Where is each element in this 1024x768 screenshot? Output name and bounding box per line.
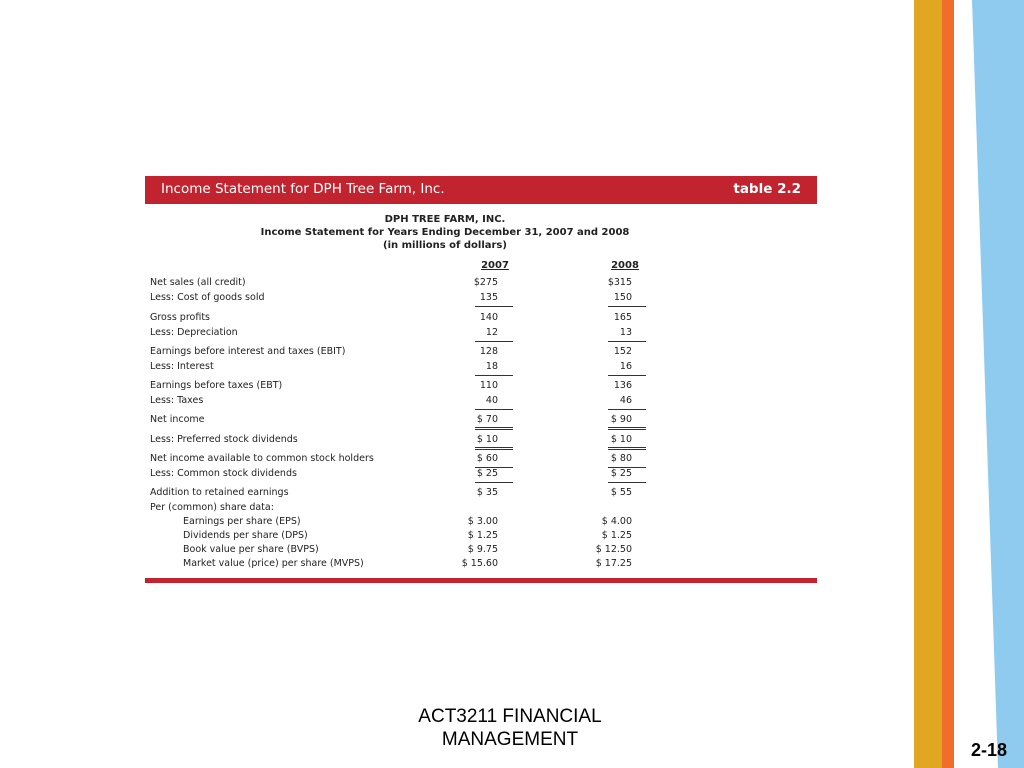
income-statement-table bbox=[145, 176, 817, 584]
row-label: Less: Common stock dividends bbox=[150, 468, 297, 479]
row-label: Less: Interest bbox=[150, 361, 214, 372]
total-underline bbox=[475, 375, 513, 376]
value-2008: 16 bbox=[619, 361, 632, 372]
course-title bbox=[410, 705, 610, 751]
row-label: Earnings before taxes (EBT) bbox=[150, 380, 283, 391]
table-row bbox=[145, 414, 817, 428]
value-2007: 140 bbox=[479, 312, 498, 323]
total-underline bbox=[475, 447, 513, 450]
table-row bbox=[145, 327, 817, 341]
row-label: Per (common) share data: bbox=[150, 502, 274, 513]
value-2008: $ 80 bbox=[610, 453, 632, 464]
table-row bbox=[145, 558, 817, 572]
value-2007: $ 9.75 bbox=[467, 544, 498, 555]
row-label: Gross profits bbox=[150, 312, 210, 323]
total-underline bbox=[608, 341, 646, 342]
row-label: Dividends per share (DPS) bbox=[183, 530, 308, 541]
row-label: Market value (price) per share (MVPS) bbox=[183, 558, 364, 569]
value-2008: $315 bbox=[607, 277, 632, 288]
value-2008: 136 bbox=[613, 380, 632, 391]
total-underline bbox=[475, 427, 513, 430]
value-2008: $ 25 bbox=[610, 468, 632, 479]
row-label: Addition to retained earnings bbox=[150, 487, 289, 498]
decorative-stripe-white bbox=[954, 0, 972, 768]
table-row bbox=[145, 487, 817, 501]
row-label: Book value per share (BVPS) bbox=[183, 544, 319, 555]
total-underline bbox=[475, 482, 513, 483]
year-header-2007: 2007 bbox=[481, 260, 509, 271]
total-underline bbox=[475, 306, 513, 307]
row-label: Net sales (all credit) bbox=[150, 277, 246, 288]
value-2007: 40 bbox=[485, 395, 498, 406]
total-underline bbox=[608, 427, 646, 430]
row-label: Less: Preferred stock dividends bbox=[150, 434, 298, 445]
units-note: (in millions of dollars) bbox=[383, 240, 507, 251]
total-underline bbox=[608, 375, 646, 376]
value-2007: 110 bbox=[479, 380, 498, 391]
company-name: DPH TREE FARM, INC. bbox=[384, 214, 506, 225]
row-label: Less: Taxes bbox=[150, 395, 204, 406]
total-underline bbox=[608, 482, 646, 483]
total-underline bbox=[608, 447, 646, 450]
table-row bbox=[145, 530, 817, 544]
table-bottom-rule bbox=[145, 578, 817, 583]
value-2007: $ 25 bbox=[476, 468, 498, 479]
decorative-stripe-blue bbox=[972, 0, 1024, 768]
value-2008: $ 17.25 bbox=[595, 558, 632, 569]
row-label: Less: Depreciation bbox=[150, 327, 238, 338]
row-label: Net income available to common stock holders bbox=[150, 453, 374, 464]
value-2007: $ 10 bbox=[476, 434, 498, 445]
table-title: Income Statement for DPH Tree Farm, Inc. bbox=[161, 181, 445, 197]
row-label: Earnings per share (EPS) bbox=[183, 516, 301, 527]
decorative-stripe-gold bbox=[914, 0, 942, 768]
statement-title: Income Statement for Years Ending December 31, 2007 and 2008 bbox=[260, 227, 630, 238]
table-row bbox=[145, 277, 817, 291]
total-underline bbox=[475, 341, 513, 342]
value-2007: 135 bbox=[479, 292, 498, 303]
table-row bbox=[145, 292, 817, 306]
table-row bbox=[145, 395, 817, 409]
table-row bbox=[145, 502, 817, 516]
value-2007: $275 bbox=[473, 277, 498, 288]
value-2008: 165 bbox=[613, 312, 632, 323]
value-2008: $ 12.50 bbox=[595, 544, 632, 555]
course-title-line-2: MANAGEMENT bbox=[441, 729, 579, 750]
table-header-bar bbox=[145, 176, 817, 204]
value-2008: $ 10 bbox=[610, 434, 632, 445]
value-2007: $ 1.25 bbox=[467, 530, 498, 541]
value-2008: 13 bbox=[619, 327, 632, 338]
value-2007: 18 bbox=[485, 361, 498, 372]
slide-number: 2-18 bbox=[971, 740, 1008, 760]
value-2008: $ 55 bbox=[610, 487, 632, 498]
total-underline bbox=[608, 409, 646, 410]
value-2008: 152 bbox=[613, 346, 632, 357]
table-row bbox=[145, 380, 817, 394]
table-row bbox=[145, 453, 817, 467]
table-row bbox=[145, 361, 817, 375]
row-label: Net income bbox=[150, 414, 205, 425]
table-number: table 2.2 bbox=[733, 181, 801, 197]
value-2007: 12 bbox=[485, 327, 498, 338]
course-title-line-1: ACT3211 FINANCIAL bbox=[418, 706, 602, 727]
value-2007: $ 35 bbox=[476, 487, 498, 498]
value-2007: 128 bbox=[479, 346, 498, 357]
table-row bbox=[145, 346, 817, 360]
value-2007: $ 3.00 bbox=[467, 516, 498, 527]
value-2008: 150 bbox=[613, 292, 632, 303]
table-row bbox=[145, 434, 817, 448]
value-2007: $ 60 bbox=[476, 453, 498, 464]
row-label: Earnings before interest and taxes (EBIT) bbox=[150, 346, 346, 357]
total-underline bbox=[608, 306, 646, 307]
value-2008: $ 1.25 bbox=[601, 530, 632, 541]
table-row bbox=[145, 516, 817, 530]
table-row bbox=[145, 544, 817, 558]
decorative-stripe-orange bbox=[942, 0, 954, 768]
table-row bbox=[145, 312, 817, 326]
table-row bbox=[145, 468, 817, 482]
total-underline bbox=[475, 409, 513, 410]
value-2008: $ 90 bbox=[610, 414, 632, 425]
value-2008: $ 4.00 bbox=[601, 516, 632, 527]
row-label: Less: Cost of goods sold bbox=[150, 292, 265, 303]
year-header-2008: 2008 bbox=[611, 260, 639, 271]
value-2007: $ 15.60 bbox=[461, 558, 498, 569]
value-2007: $ 70 bbox=[476, 414, 498, 425]
value-2008: 46 bbox=[619, 395, 632, 406]
